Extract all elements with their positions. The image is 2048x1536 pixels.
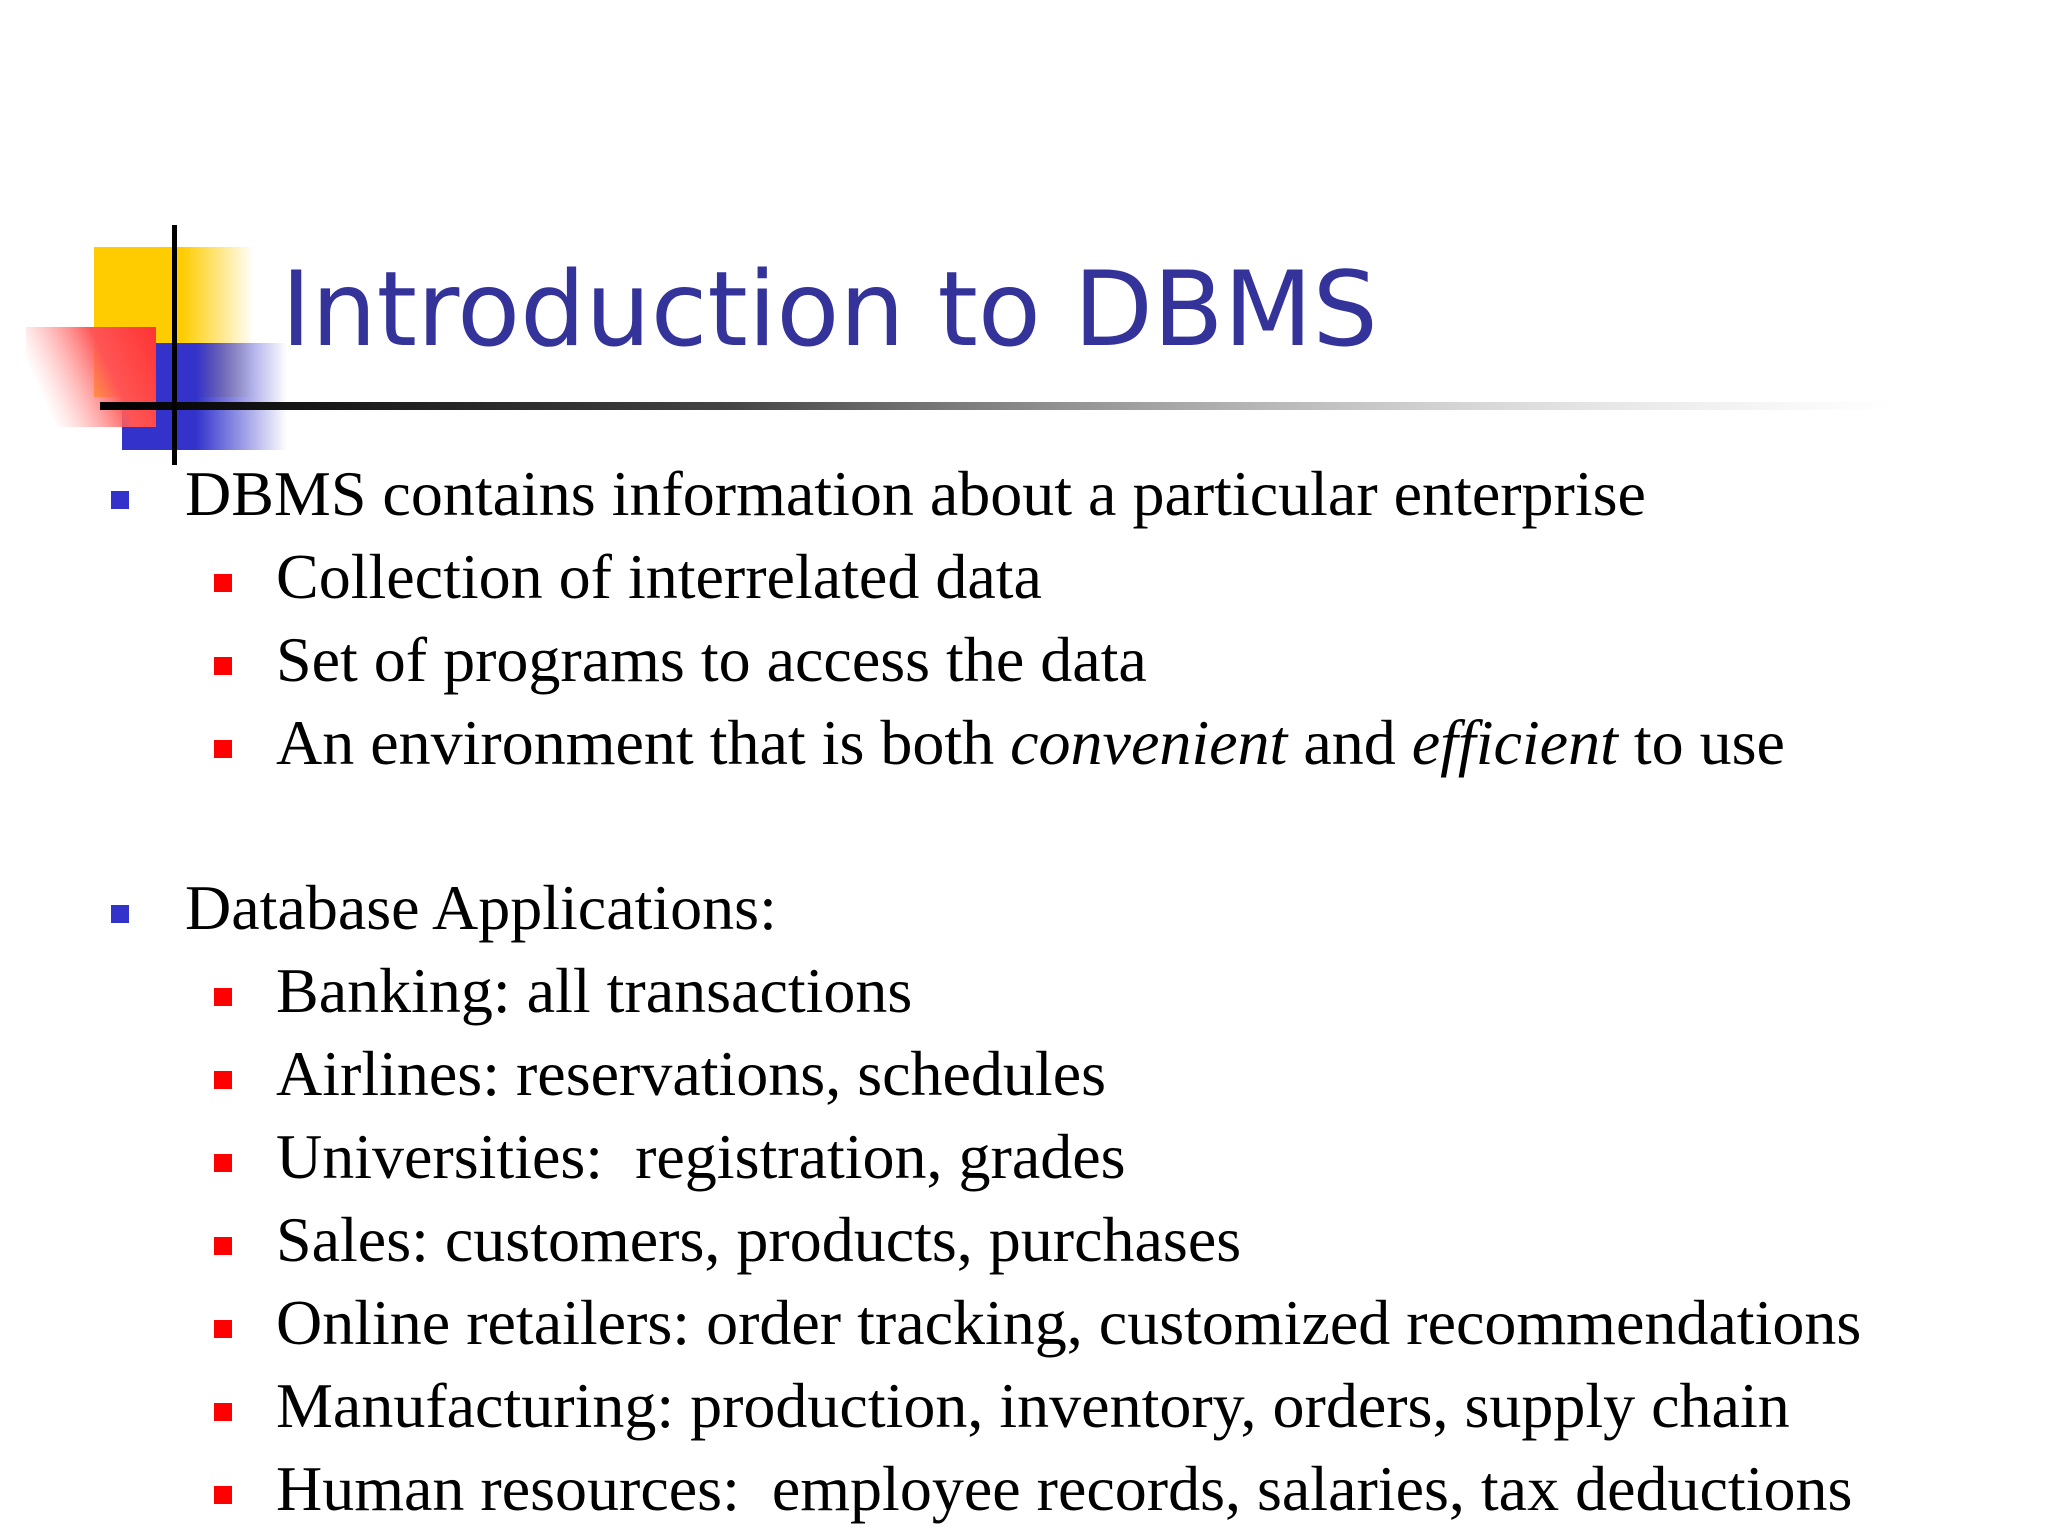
list-item — [276, 950, 912, 1032]
emphasis-convenient: convenient — [1010, 707, 1288, 778]
list-item-text: Database Applications: — [185, 872, 777, 943]
square-bullet-icon — [214, 740, 232, 758]
list-item — [185, 453, 1646, 535]
list-item — [276, 1033, 1106, 1115]
list-item — [276, 1365, 1790, 1447]
list-item — [276, 619, 1147, 701]
square-bullet-icon — [214, 1486, 232, 1504]
square-bullet-icon — [214, 1237, 232, 1255]
square-bullet-icon — [111, 491, 129, 509]
list-item — [276, 1448, 1852, 1530]
square-bullet-icon — [214, 1403, 232, 1421]
square-bullet-icon — [214, 1320, 232, 1338]
list-item — [276, 1116, 1126, 1198]
square-bullet-icon — [214, 1154, 232, 1172]
square-bullet-icon — [214, 1071, 232, 1089]
list-item — [276, 702, 1785, 784]
list-item-text: Airlines: reservations, schedules — [276, 1038, 1106, 1109]
list-item-text: Collection of interrelated data — [276, 541, 1042, 612]
list-item-text: Sales: customers, products, purchases — [276, 1204, 1242, 1275]
list-item — [276, 1282, 1861, 1364]
list-item-text-part: to use — [1617, 707, 1785, 778]
list-item-text: Online retailers: order tracking, customized recommendations — [276, 1287, 1862, 1358]
list-item — [276, 1199, 1241, 1281]
list-item-text: DBMS contains information about a particular enterprise — [185, 458, 1646, 529]
emphasis-efficient: efficient — [1411, 707, 1618, 778]
slide-title: Introduction to DBMS — [281, 250, 1378, 370]
list-item-text-part: and — [1287, 707, 1412, 778]
list-item-text: Universities: registration, grades — [276, 1121, 1126, 1192]
list-item-text: Set of programs to access the data — [276, 624, 1147, 695]
square-bullet-icon — [214, 657, 232, 675]
list-item-text-part: An environment that is both — [276, 707, 1011, 778]
deco-red-square — [26, 327, 156, 427]
list-item — [185, 867, 777, 949]
list-item-text: Banking: all transactions — [276, 955, 913, 1026]
square-bullet-icon — [214, 574, 232, 592]
deco-horizontal-rule — [100, 402, 1900, 410]
list-item-text: Manufacturing: production, inventory, orders, supply chain — [276, 1370, 1790, 1441]
list-item-text: Human resources: employee records, salaries, tax deductions — [276, 1453, 1853, 1524]
square-bullet-icon — [111, 905, 129, 923]
list-item — [276, 536, 1042, 618]
deco-vertical-rule — [172, 225, 177, 465]
square-bullet-icon — [214, 988, 232, 1006]
